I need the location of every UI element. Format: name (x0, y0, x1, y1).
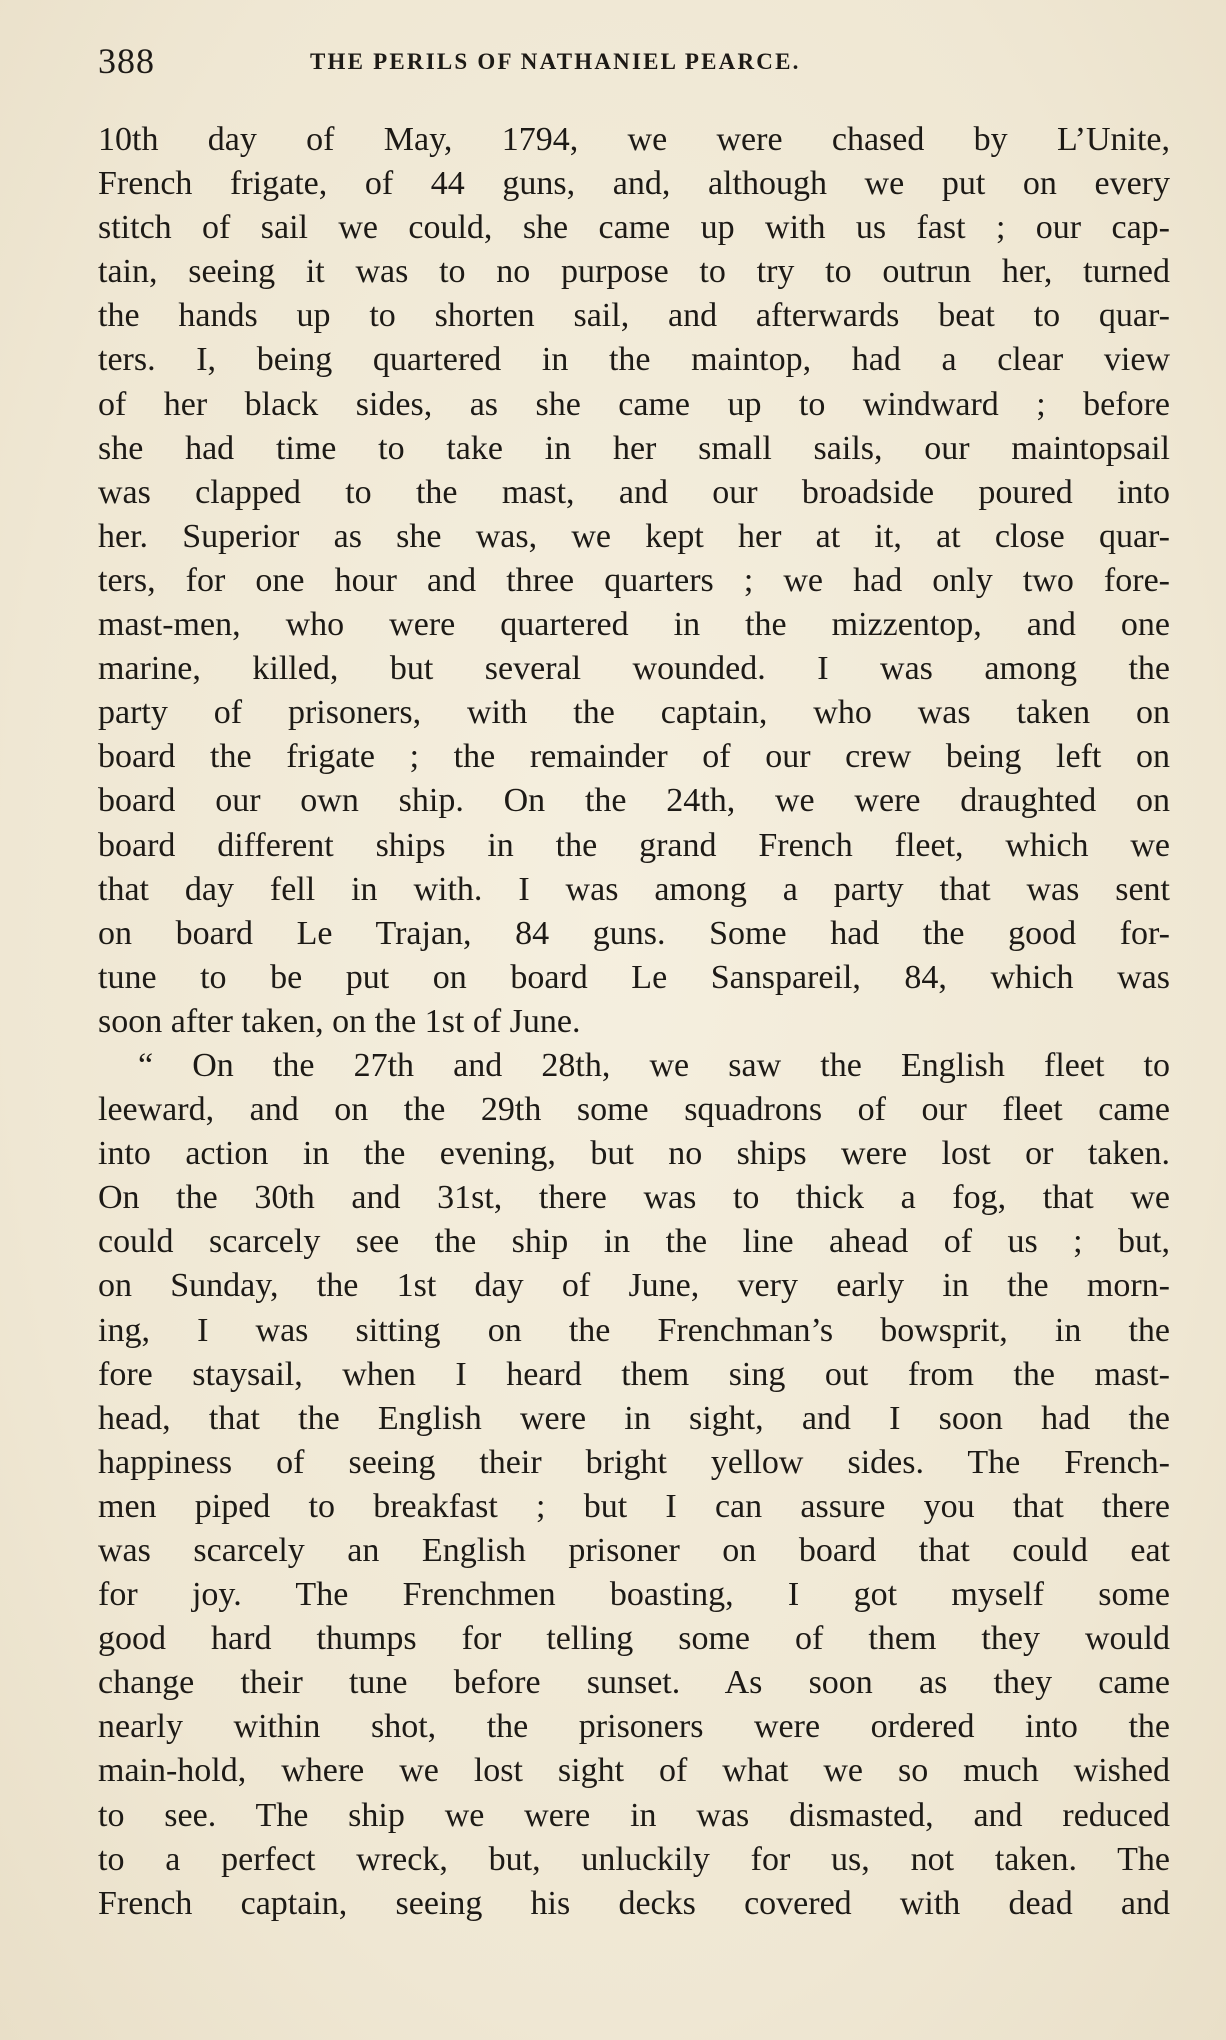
text-line: fore staysail, when I heard them sing out from the mast- (98, 1355, 1170, 1393)
text-line: could scarcely see the ship in the line ahead of us ; but, (98, 1223, 1170, 1261)
text-line: mast-men, who were quartered in the mizzentop, and one (98, 606, 1170, 644)
text-line: 10th day of May, 1794, we were chased by L’Unite, (98, 121, 1170, 158)
text-line: her. Superior as she was, we kept her at it, at close quar- (98, 517, 1170, 555)
text-line: good hard thumps for telling some of them they would (98, 1620, 1170, 1658)
text-line: was scarcely an English prisoner on board that could eat (98, 1532, 1170, 1569)
text-line: board our own ship. On the 24th, we were draughted on (98, 782, 1170, 820)
text-line: she had time to take in her small sails, our maintopsail (98, 429, 1170, 467)
text-line: of her black sides, as she came up to windward ; before (98, 385, 1170, 423)
paragraph-end-line: soon after taken, on the 1st of June. (98, 1002, 581, 1040)
text-line: men piped to breakfast ; but I can assure you that there (98, 1487, 1170, 1525)
running-title: THE PERILS OF NATHANIEL PEARCE. (310, 49, 801, 74)
text-line: change their tune before sunset. As soon as they came (98, 1664, 1170, 1702)
text-line: nearly within shot, the prisoners were ordered into the (98, 1708, 1170, 1746)
text-line: on Sunday, the 1st day of June, very early in the morn- (98, 1267, 1170, 1305)
text-line: stitch of sail we could, she came up with us fast ; our cap- (98, 209, 1170, 247)
text-line: for joy. The Frenchmen boasting, I got myself some (98, 1576, 1170, 1614)
text-line: board the frigate ; the remainder of our crew being left on (98, 738, 1170, 776)
text-line: French frigate, of 44 guns, and, although we put on every (98, 165, 1170, 203)
text-line: French captain, seeing his decks covered with dead and (98, 1884, 1170, 1922)
text-line: ing, I was sitting on the Frenchman’s bowsprit, in the (98, 1311, 1170, 1349)
text-line: party of prisoners, with the captain, who was taken on (98, 694, 1170, 732)
text-line: into action in the evening, but no ships were lost or taken. (98, 1135, 1170, 1173)
text-line: head, that the English were in sight, and I soon had the (98, 1399, 1170, 1437)
text-line: happiness of seeing their bright yellow sides. The French- (98, 1443, 1170, 1481)
page-number: 388 (98, 41, 155, 81)
text-line: marine, killed, but several wounded. I was among the (98, 650, 1170, 688)
text-line: ters, for one hour and three quarters ; we had only two fore- (98, 561, 1170, 599)
text-line: board different ships in the grand French fleet, which we (98, 826, 1170, 864)
text-line: that day fell in with. I was among a party that was sent (98, 870, 1170, 908)
text-line: tune to be put on board Le Sanspareil, 84, which was (98, 958, 1170, 996)
page-header (98, 40, 1168, 80)
body-text (98, 118, 1170, 1926)
text-line: to see. The ship we were in was dismasted, and reduced (98, 1796, 1170, 1834)
text-line: leeward, and on the 29th some squadrons of our fleet came (98, 1091, 1170, 1129)
text-line: main-hold, where we lost sight of what we so much wished (98, 1752, 1170, 1790)
text-line: was clapped to the mast, and our broadside poured into (98, 473, 1170, 511)
text-line: tain, seeing it was to no purpose to try to outrun her, turned (98, 253, 1170, 291)
text-line: the hands up to shorten sail, and afterwards beat to quar- (98, 297, 1170, 335)
text-line: On the 30th and 31st, there was to thick a fog, that we (98, 1179, 1170, 1217)
text-line: to a perfect wreck, but, unluckily for us, not taken. The (98, 1840, 1170, 1878)
text-line: on board Le Trajan, 84 guns. Some had the good for- (98, 914, 1170, 952)
text-line: ters. I, being quartered in the maintop, had a clear view (98, 341, 1170, 379)
paragraph-start-line: “ On the 27th and 28th, we saw the English fleet to (138, 1046, 1170, 1084)
